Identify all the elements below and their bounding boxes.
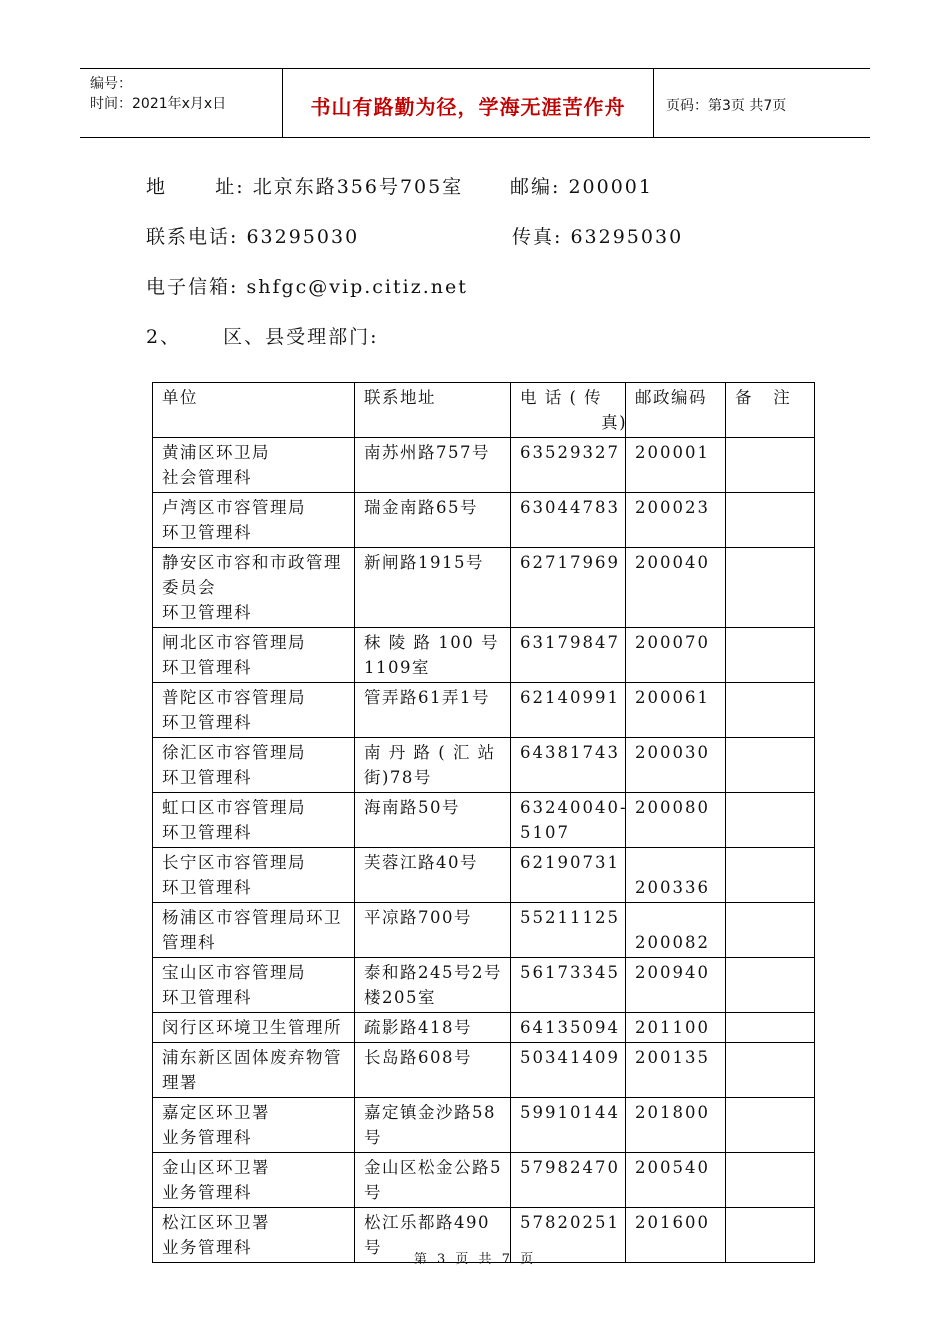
cell-postcode: 200070 [626,628,726,683]
postcode-line [510,172,653,199]
cell-note [726,683,815,738]
motto: 书山有路勤为径，学海无涯苦作舟 [310,95,626,119]
cell-note [726,1098,815,1153]
cell-postcode: 200023 [626,493,726,548]
cell-postcode: 200336 [626,848,726,903]
cell-phone: 64381743 [511,738,626,793]
cell-unit: 静安区市容和市政管理委员会 环卫管理科 [153,548,355,628]
serial-label: 编号： [90,76,132,92]
header-phone-line1: 电 话 ( 传 [520,388,603,407]
header-note: 备 注 [726,383,815,438]
cell-note [726,628,815,683]
cell-phone: 62190731 [511,848,626,903]
cell-phone: 63179847 [511,628,626,683]
header-address: 联系地址 [355,383,511,438]
cell-unit: 虹口区市容管理局 环卫管理科 [153,793,355,848]
header-unit: 单位 [153,383,355,438]
cell-note [726,438,815,493]
email-line [146,272,468,299]
cell-address: 嘉定镇金沙路58号 [355,1098,511,1153]
cell-unit: 嘉定区环卫署 业务管理科 [153,1098,355,1153]
cell-postcode: 200030 [626,738,726,793]
email-value: shfgc@vip.citiz.net [246,276,468,298]
table-row [153,738,815,793]
cell-phone: 55211125 [511,903,626,958]
header-motto-cell [283,69,654,137]
table-row [153,1013,815,1043]
cell-unit: 闸北区市容管理局 环卫管理科 [153,628,355,683]
page-footer: 第 3 页 共 7 页 [413,1252,537,1267]
address-value: 北京东路356号705室 [252,176,464,198]
department-table [152,382,815,1263]
fax-label: 传真: [512,226,563,248]
cell-unit: 长宁区市容管理局 环卫管理科 [153,848,355,903]
header-postcode: 邮政编码 [626,383,726,438]
cell-note [726,1153,815,1208]
fax-line [512,222,683,249]
table-row [153,1043,815,1098]
cell-phone: 62140991 [511,683,626,738]
cell-note [726,548,815,628]
cell-address: 瑞金南路65号 [355,493,511,548]
cell-address: 金山区松金公路5号 [355,1153,511,1208]
cell-postcode: 200135 [626,1043,726,1098]
cell-postcode: 200940 [626,958,726,1013]
cell-postcode: 200080 [626,793,726,848]
table-row [153,793,815,848]
address-label: 地 址: [146,176,245,198]
cell-postcode: 201100 [626,1013,726,1043]
cell-phone: 50341409 [511,1043,626,1098]
cell-unit: 杨浦区市容管理局环卫管理科 [153,903,355,958]
table-row [153,683,815,738]
cell-unit: 黄浦区环卫局 社会管理科 [153,438,355,493]
cell-postcode: 201600 [626,1208,726,1263]
cell-unit: 普陀区市容管理局 环卫管理科 [153,683,355,738]
cell-address: 松江乐都路490号 [355,1208,511,1263]
cell-note [726,738,815,793]
header-phone-line2: 真) [601,413,627,432]
cell-address: 南 丹 路 ( 汇 站 街)78号 [355,738,511,793]
cell-address: 平凉路700号 [355,903,511,958]
cell-postcode: 201800 [626,1098,726,1153]
cell-phone: 63044783 [511,493,626,548]
page-number: 页码：第3页 共7页 [666,98,787,114]
cell-unit: 闵行区环境卫生管理所 [153,1013,355,1043]
fax-value: 63295030 [570,226,684,248]
cell-phone: 59910144 [511,1098,626,1153]
cell-postcode: 200040 [626,548,726,628]
cell-unit: 浦东新区固体废弃物管理署 [153,1043,355,1098]
cell-address: 南苏州路757号 [355,438,511,493]
header-phone [511,383,626,438]
table-row [153,1153,815,1208]
phone-line [146,222,359,249]
address-line [146,172,463,199]
header-meta-cell [80,69,283,137]
cell-phone: 62717969 [511,548,626,628]
phone-label: 联系电话: [146,226,239,248]
email-label: 电子信箱: [146,276,239,298]
cell-address: 长岛路608号 [355,1043,511,1098]
postcode-label: 邮编: [510,176,561,198]
table-row [153,903,815,958]
table-row [153,548,815,628]
section-number: 2、 [146,326,182,348]
cell-phone: 56173345 [511,958,626,1013]
section-title: 区、县受理部门: [223,326,379,348]
cell-note [726,1043,815,1098]
cell-postcode: 200540 [626,1153,726,1208]
cell-note [726,848,815,903]
table-row [153,628,815,683]
header-page-cell [654,69,870,137]
cell-note [726,958,815,1013]
table-row [153,438,815,493]
section-heading [146,322,379,349]
cell-phone: 64135094 [511,1013,626,1043]
cell-phone: 57982470 [511,1153,626,1208]
cell-postcode: 200082 [626,903,726,958]
cell-address: 新闸路1915号 [355,548,511,628]
cell-address: 泰和路245号2号楼205室 [355,958,511,1013]
cell-note [726,903,815,958]
cell-phone: 63240040-5107 [511,793,626,848]
cell-address: 海南路50号 [355,793,511,848]
cell-address: 秣 陵 路 100 号1109室 [355,628,511,683]
table-header-row [153,383,815,438]
cell-phone: 57820251 [511,1208,626,1263]
cell-phone: 63529327 [511,438,626,493]
cell-note [726,793,815,848]
date-label: 时间：2021年x月x日 [90,96,227,112]
cell-address: 疏影路418号 [355,1013,511,1043]
table-row [153,493,815,548]
cell-unit: 金山区环卫署 业务管理科 [153,1153,355,1208]
cell-unit: 徐汇区市容管理局 环卫管理科 [153,738,355,793]
cell-address: 管弄路61弄1号 [355,683,511,738]
table-row [153,848,815,903]
cell-postcode: 200061 [626,683,726,738]
cell-note [726,1013,815,1043]
cell-address: 芙蓉江路40号 [355,848,511,903]
cell-unit: 松江区环卫署 业务管理科 [153,1208,355,1263]
cell-note [726,493,815,548]
cell-unit: 卢湾区市容管理局 环卫管理科 [153,493,355,548]
phone-value: 63295030 [246,226,360,248]
postcode-value: 200001 [568,176,653,198]
table-row [153,958,815,1013]
table-row [153,1098,815,1153]
cell-unit: 宝山区市容管理局 环卫管理科 [153,958,355,1013]
page-header [80,68,870,138]
cell-postcode: 200001 [626,438,726,493]
